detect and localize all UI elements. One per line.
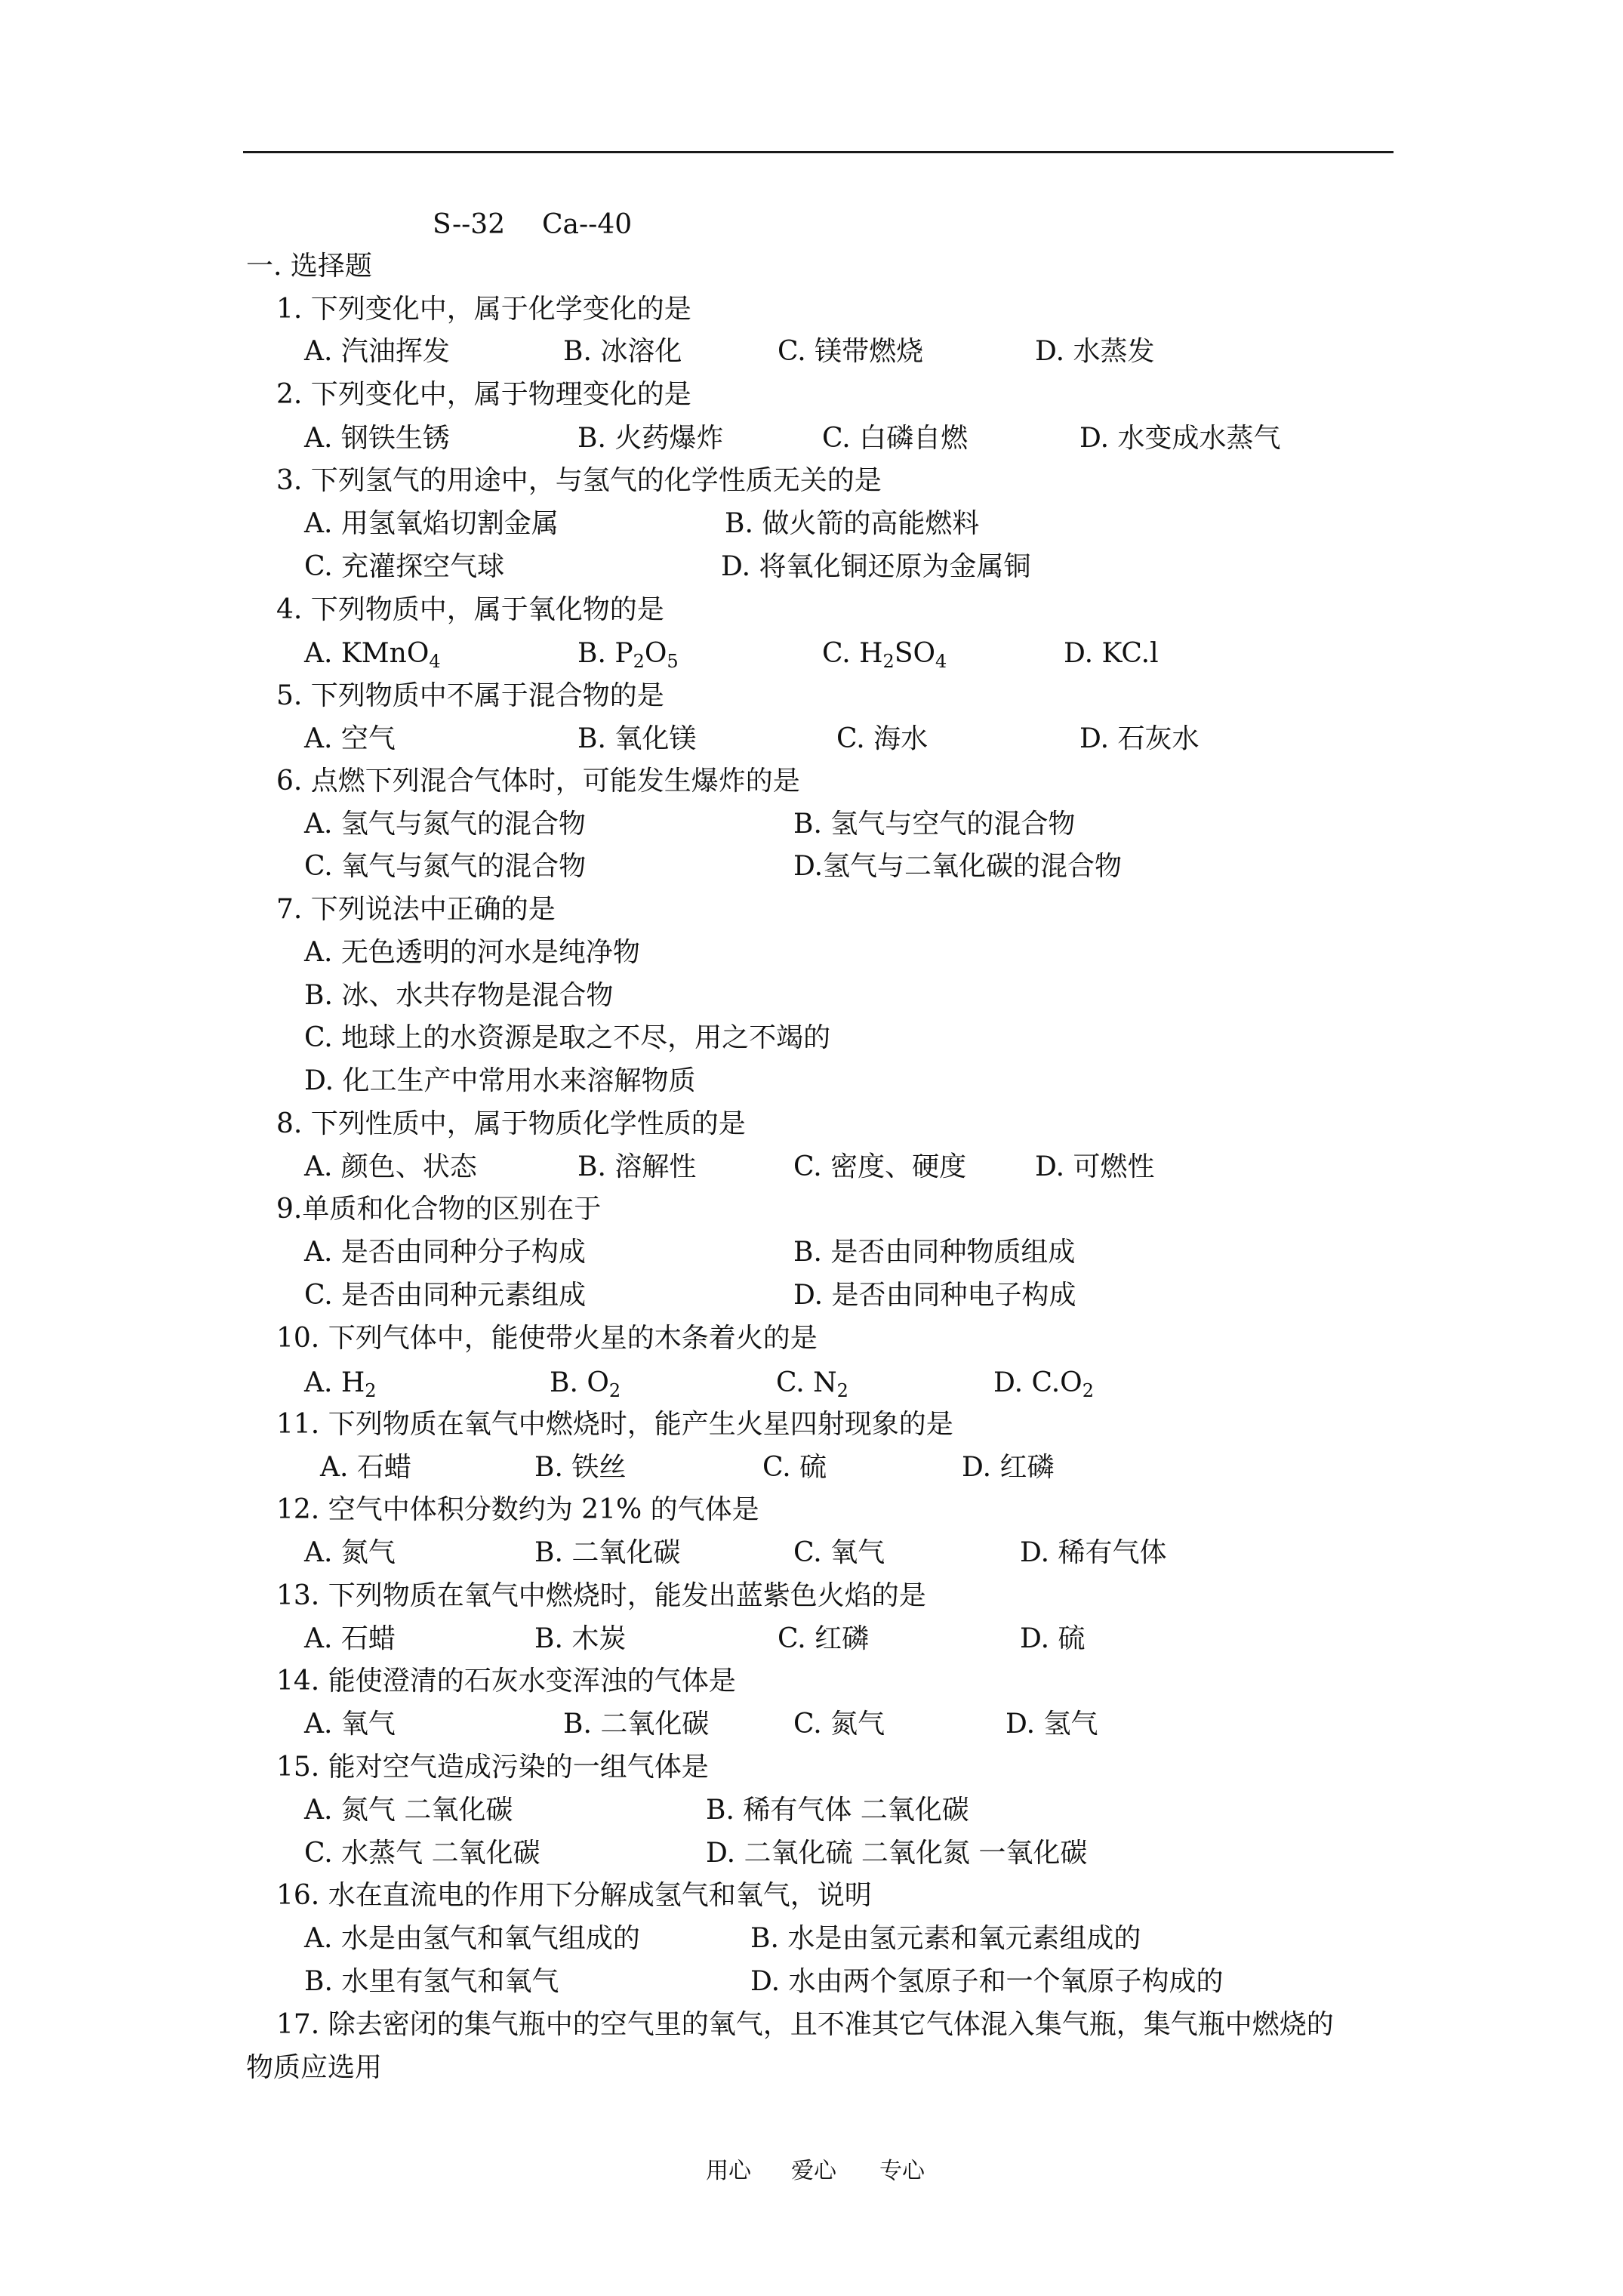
- q8-option-a: A. 颜色、状态: [304, 1151, 477, 1182]
- question-13-stem: 13. 下列物质在氧气中燃烧时，能发出蓝紫色火焰的是: [276, 1580, 926, 1611]
- q16-option-d: D. 水由两个氢原子和一个氧原子构成的: [750, 1966, 1224, 1997]
- question-3-stem: 3. 下列氢气的用途中，与氢气的化学性质无关的是: [276, 465, 882, 496]
- question-10-stem: 10. 下列气体中，能使带火星的木条着火的是: [276, 1323, 818, 1354]
- q10-option-d: D. $C.O_2$: [993, 1367, 1094, 1401]
- question-5-stem: 5. 下列物质中不属于混合物的是: [276, 680, 664, 711]
- q14-option-c: C. 氮气: [793, 1709, 885, 1740]
- q9-option-c: C. 是否由同种元素组成: [304, 1280, 587, 1311]
- q7-option-c: C. 地球上的水资源是取之不尽，用之不竭的: [304, 1022, 831, 1053]
- q12-option-b: B. 二氧化碳: [534, 1537, 681, 1568]
- q7-option-d: D. 化工生产中常用水来溶解物质: [304, 1065, 696, 1096]
- q16-option-b: B. 水是由氢元素和氧元素组成的: [750, 1923, 1141, 1954]
- footer-text-2: 爱心: [791, 2158, 836, 2184]
- q1-option-c: C. 镁带燃烧: [778, 336, 924, 367]
- q12-option-a: A. 氮气: [304, 1537, 396, 1568]
- question-15-stem: 15. 能对空气造成污染的一组气体是: [276, 1752, 709, 1783]
- q1-option-a: A. 汽油挥发: [304, 336, 450, 367]
- q16-option-a: A. 水是由氢气和氧气组成的: [304, 1923, 640, 1954]
- q15-option-c: C. 水蒸气 二氧化碳: [304, 1838, 540, 1869]
- question-11-stem: 11. 下列物质在氧气中燃烧时，能产生火星四射现象的是: [276, 1409, 953, 1440]
- q3-option-b: B. 做火箭的高能燃料: [725, 508, 980, 539]
- q11-option-d: D. 红磷: [962, 1452, 1055, 1483]
- atomic-mass-ca: Ca--40: [542, 209, 633, 240]
- question-14-stem: 14. 能使澄清的石灰水变浑浊的气体是: [276, 1666, 736, 1697]
- question-17-stem-line2: 物质应选用: [246, 2052, 383, 2083]
- q15-option-a: A. 氮气 二氧化碳: [304, 1795, 513, 1826]
- q4-option-a: A. KMnO$_4$: [304, 638, 441, 672]
- question-8-stem: 8. 下列性质中，属于物质化学性质的是: [276, 1108, 746, 1139]
- q13-option-b: B. 木炭: [534, 1623, 627, 1654]
- question-1-stem: 1. 下列变化中，属于化学变化的是: [276, 294, 691, 325]
- q4-option-c: C. $H_2SO_4$: [822, 638, 947, 672]
- q6-option-b: B. 氢气与空气的混合物: [793, 809, 1076, 840]
- q5-option-a: A. 空气: [304, 723, 396, 754]
- q14-option-d: D. 氢气: [1006, 1709, 1098, 1740]
- q10-option-c: C. $N_2$: [776, 1367, 848, 1401]
- q10-option-a: A. $H_2$: [304, 1367, 377, 1401]
- q3-option-c: C. 充灌探空气球: [304, 551, 505, 582]
- footer-text-3: 专心: [879, 2158, 925, 2184]
- q6-option-a: A. 氢气与氮气的混合物: [304, 809, 586, 840]
- question-2-stem: 2. 下列变化中，属于物理变化的是: [276, 379, 691, 410]
- q11-option-a: A. 石蜡: [320, 1452, 411, 1483]
- q15-option-d: D. 二氧化硫 二氧化氮 一氧化碳: [706, 1838, 1088, 1869]
- footer-text-1: 用心: [706, 2158, 751, 2184]
- q12-option-c: C. 氧气: [793, 1537, 885, 1568]
- q9-option-d: D. 是否由同种电子构成: [793, 1280, 1076, 1311]
- question-6-stem: 6. 点燃下列混合气体时，可能发生爆炸的是: [276, 766, 800, 797]
- q8-option-b: B. 溶解性: [577, 1151, 697, 1182]
- atomic-mass-s: S--32: [433, 209, 506, 240]
- q15-option-b: B. 稀有气体 二氧化碳: [706, 1795, 969, 1826]
- q10-option-b: B. $O_2$: [550, 1367, 621, 1401]
- q3-option-d: D. 将氧化铜还原为金属铜: [721, 551, 1031, 582]
- q6-option-c: C. 氧气与氮气的混合物: [304, 851, 587, 882]
- q16-option-c: B. 水里有氢气和氧气: [304, 1966, 559, 1997]
- q14-option-a: A. 氧气: [304, 1709, 396, 1740]
- q7-option-a: A. 无色透明的河水是纯净物: [304, 937, 640, 968]
- question-7-stem: 7. 下列说法中正确的是: [276, 894, 556, 925]
- q4-option-b: B. $P_2O_5$: [577, 638, 679, 672]
- q14-option-b: B. 二氧化碳: [563, 1709, 710, 1740]
- question-12-stem: 12. 空气中体积分数约为 21% 的气体是: [276, 1494, 759, 1525]
- q1-option-b: B. 冰溶化: [563, 336, 682, 367]
- q11-option-c: C. 硫: [762, 1452, 827, 1483]
- question-17-stem-line1: 17. 除去密闭的集气瓶中的空气里的氧气，且不准其它气体混入集气瓶，集气瓶中燃烧的: [276, 2009, 1334, 2040]
- q13-option-c: C. 红磷: [778, 1623, 870, 1654]
- q13-option-d: D. 硫: [1020, 1623, 1086, 1654]
- q7-option-b: B. 冰、水共存物是混合物: [304, 980, 614, 1011]
- q13-option-a: A. 石蜡: [304, 1623, 396, 1654]
- q6-option-d: D.氢气与二氧化碳的混合物: [793, 851, 1123, 882]
- q12-option-d: D. 稀有气体: [1020, 1537, 1167, 1568]
- question-16-stem: 16. 水在直流电的作用下分解成氢气和氧气，说明: [276, 1880, 872, 1911]
- q11-option-b: B. 铁丝: [534, 1452, 627, 1483]
- q1-option-d: D. 水蒸发: [1035, 336, 1155, 367]
- q8-option-c: C. 密度、硬度: [793, 1151, 967, 1182]
- q5-option-c: C. 海水: [836, 723, 929, 754]
- question-4-stem: 4. 下列物质中，属于氧化物的是: [276, 594, 664, 625]
- q9-option-a: A. 是否由同种分子构成: [304, 1237, 586, 1268]
- question-9-stem: 9.单质和化合物的区别在于: [276, 1194, 602, 1225]
- q2-option-b: B. 火药爆炸: [577, 423, 724, 454]
- q5-option-d: D. 石灰水: [1079, 723, 1200, 754]
- q2-option-c: C. 白磷自燃: [822, 423, 969, 454]
- header-rule: [243, 151, 1394, 153]
- q8-option-d: D. 可燃性: [1035, 1151, 1155, 1182]
- q4-option-d: D. KC.l: [1064, 638, 1159, 669]
- q9-option-b: B. 是否由同种物质组成: [793, 1237, 1076, 1268]
- q3-option-a: A. 用氢氧焰切割金属: [304, 508, 559, 539]
- q2-option-a: A. 钢铁生锈: [304, 423, 450, 454]
- q5-option-b: B. 氧化镁: [577, 723, 697, 754]
- section-title: 一. 选择题: [246, 251, 372, 282]
- q2-option-d: D. 水变成水蒸气: [1079, 423, 1281, 454]
